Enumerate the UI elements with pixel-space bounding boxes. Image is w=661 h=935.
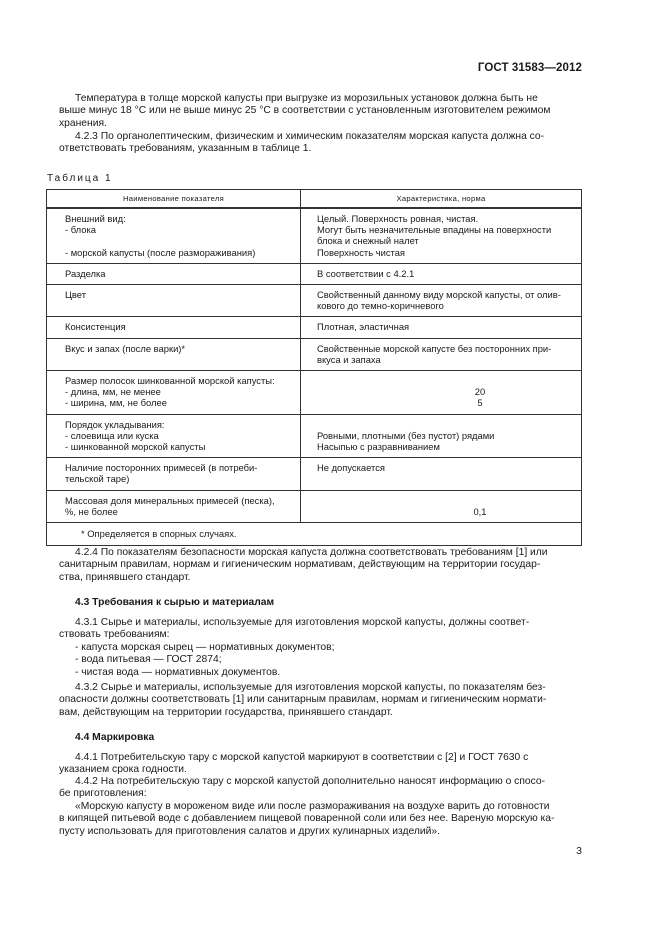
cell-line: [317, 495, 573, 506]
table-row: [47, 285, 582, 317]
text-line: санитарным правилам, нормам и гигиеническим нормативам, действующим на территории государ-: [59, 559, 541, 571]
text-line: выше минус 18 °С или не выше минус 25 °С в соответствии с установленным изготовителем режимом: [59, 105, 551, 117]
text-line: «Морскую капусту в мороженом виде или после размораживания на воздухе варить до готовности: [75, 801, 550, 812]
indicator-cell: [47, 414, 301, 458]
indicator-cell: [47, 458, 301, 490]
clause-4-3-2: [59, 682, 582, 719]
cell-line: - блока: [65, 224, 96, 236]
text-line: 4.4.1 Потребительскую тару с морской капустой маркируют в соответствии с [2] и ГОСТ 7630 с: [75, 752, 529, 763]
indicator-cell: [47, 371, 301, 415]
cell-line: Насыпью с разравниванием: [317, 441, 440, 453]
clause-4-4-1: [59, 752, 582, 777]
section-heading-4-3: 4.3 Требования к сырью и материалам: [75, 597, 275, 608]
norm-cell: [301, 338, 582, 370]
norm-cell: [301, 263, 582, 284]
list-item: - капуста морская сырец — нормативных документов;: [75, 641, 335, 653]
table-row: [47, 317, 582, 338]
cell-line: - морской капусты (после размораживания): [65, 246, 256, 258]
cell-line: Цвет: [65, 289, 87, 301]
page-number: 3: [576, 845, 582, 857]
text-line: 4.2.3 По органолептическим, физическим и химическим показателям морская капуста должна со-: [75, 131, 545, 142]
norm-cell: [301, 371, 582, 415]
text-line: вам, действующим на территории государства, принявшего стандарт.: [59, 706, 393, 718]
cell-line: Ровными, плотными (без пустот) рядами: [317, 429, 495, 441]
text-line: в кипящей питьевой воде с добавлением пищевой поваренной соли или без нее. Вареную морскую ка-: [59, 813, 555, 825]
cell-line: блока и снежный налет: [317, 235, 419, 247]
clause-4-4-2: [59, 776, 582, 801]
indicator-cell: [47, 490, 301, 522]
cell-line: Консистенция: [65, 321, 126, 333]
cell-line: - шинкованной морской капусты: [65, 441, 206, 453]
text-line: Температура в толще морской капусты при выгрузке из морозильных установок должна быть не: [75, 93, 538, 104]
table-row: [47, 458, 582, 490]
text-line: указанием срока годности.: [59, 764, 187, 776]
cell-line: [65, 235, 294, 246]
table-row: [47, 371, 582, 415]
table-footnote-row: [47, 523, 582, 546]
cell-line: Размер полосок шинкованной морской капусты:: [65, 375, 275, 387]
cell-line: Разделка: [65, 267, 106, 279]
cell-line: Массовая доля минеральных примесей (песка),: [65, 494, 275, 506]
table-header-row: [47, 190, 582, 209]
text-line: бе приготовления:: [59, 788, 147, 800]
indicator-cell: [47, 285, 301, 317]
section-heading-4-4: 4.4 Маркировка: [75, 732, 155, 743]
cell-line: Поверхность чистая: [317, 246, 405, 258]
text-line: 4.3.2 Сырье и материалы, используемые для изготовления морской капусты, по показателям без-: [75, 682, 546, 693]
table-row: [47, 490, 582, 522]
column-header-norm: Характеристика, норма: [301, 190, 582, 209]
intro-paragraph-1: [59, 93, 582, 130]
text-line: 4.3.1 Сырье и материалы, используемые для изготовления морской капусты, должны соответ-: [75, 617, 530, 628]
table-row: [47, 338, 582, 370]
table-caption: Таблица 1: [47, 173, 113, 184]
cell-line: вкуса и запаха: [317, 353, 381, 365]
cell-line: Наличие посторонних примесей (в потреби-: [65, 462, 258, 474]
norm-cell: [301, 414, 582, 458]
cell-line: [317, 419, 573, 430]
cell-line: Внешний вид:: [65, 213, 126, 224]
cell-line: - слоевища или куска: [65, 429, 159, 441]
text-line: пусту использовать для приготовления салатов и других кулинарных изделий».: [59, 825, 440, 837]
table-footnote: * Определяется в спорных случаях.: [47, 523, 582, 546]
table-row: [47, 263, 582, 284]
cell-line: Могут быть незначительные впадины на поверхности: [317, 224, 552, 236]
cell-line: Свойственный данному виду морской капусты, от олив-: [317, 289, 561, 301]
cell-line: %, не более: [65, 505, 118, 517]
cell-line: Вкус и запах (после варки)*: [65, 342, 186, 354]
table-row: [47, 414, 582, 458]
norm-cell: [301, 317, 582, 338]
cell-line: В соответствии с 4.2.1: [317, 267, 415, 279]
cell-line: - ширина, мм, не более: [65, 397, 167, 409]
column-header-indicator: Наименование показателя: [47, 190, 301, 209]
cell-line: тельской таре): [65, 473, 130, 485]
text-line: 4.4.2 На потребительскую тару с морской капустой дополнительно наносят информацию о спосо-: [75, 776, 546, 787]
norm-cell: [301, 490, 582, 522]
text-line: ответствовать требованиям, указанным в таблице 1.: [59, 143, 312, 155]
list-item: - вода питьевая — ГОСТ 2874;: [75, 654, 222, 666]
clause-4-3-1: [59, 617, 582, 679]
norm-cell: [301, 208, 582, 263]
text-line: хранения.: [59, 117, 107, 129]
cell-line: Свойственные морской капусте без посторонних при-: [317, 342, 552, 354]
norm-cell: [301, 285, 582, 317]
document-code: ГОСТ 31583—2012: [477, 62, 582, 74]
cell-line: Не допускается: [317, 462, 385, 474]
indicator-cell: [47, 208, 301, 263]
clause-4-2-4: [59, 547, 582, 584]
list-item: - чистая вода — нормативных документов.: [75, 666, 281, 678]
width-value: 5: [477, 397, 483, 409]
indicator-cell: [47, 338, 301, 370]
cell-line: Целый. Поверхность ровная, чистая.: [317, 213, 479, 224]
cell-line: Порядок укладывания:: [65, 418, 165, 430]
table-row: [47, 208, 582, 263]
indicators-table: [46, 189, 582, 546]
cooking-instructions-quote: [59, 801, 582, 838]
cell-line: [317, 375, 573, 386]
length-value: 20: [474, 386, 486, 398]
text-line: опасности должны соответствовать [1] или санитарным правилам, нормам и гигиеническим нормати-: [59, 694, 547, 706]
mineral-value: 0,1: [473, 505, 487, 517]
text-line: 4.2.4 По показателям безопасности морская капуста должна соответствовать требованиям [1] или: [75, 547, 548, 558]
clause-4-2-3: [59, 131, 582, 156]
text-line: ства, принявшего стандарт.: [59, 571, 191, 583]
cell-line: - длина, мм, не менее: [65, 386, 161, 398]
text-line: ствовать требованиям:: [59, 629, 170, 641]
cell-line: кового до темно-коричневого: [317, 300, 444, 312]
norm-cell: [301, 458, 582, 490]
indicator-cell: [47, 317, 301, 338]
cell-line: Плотная, эластичная: [317, 321, 410, 333]
indicator-cell: [47, 263, 301, 284]
